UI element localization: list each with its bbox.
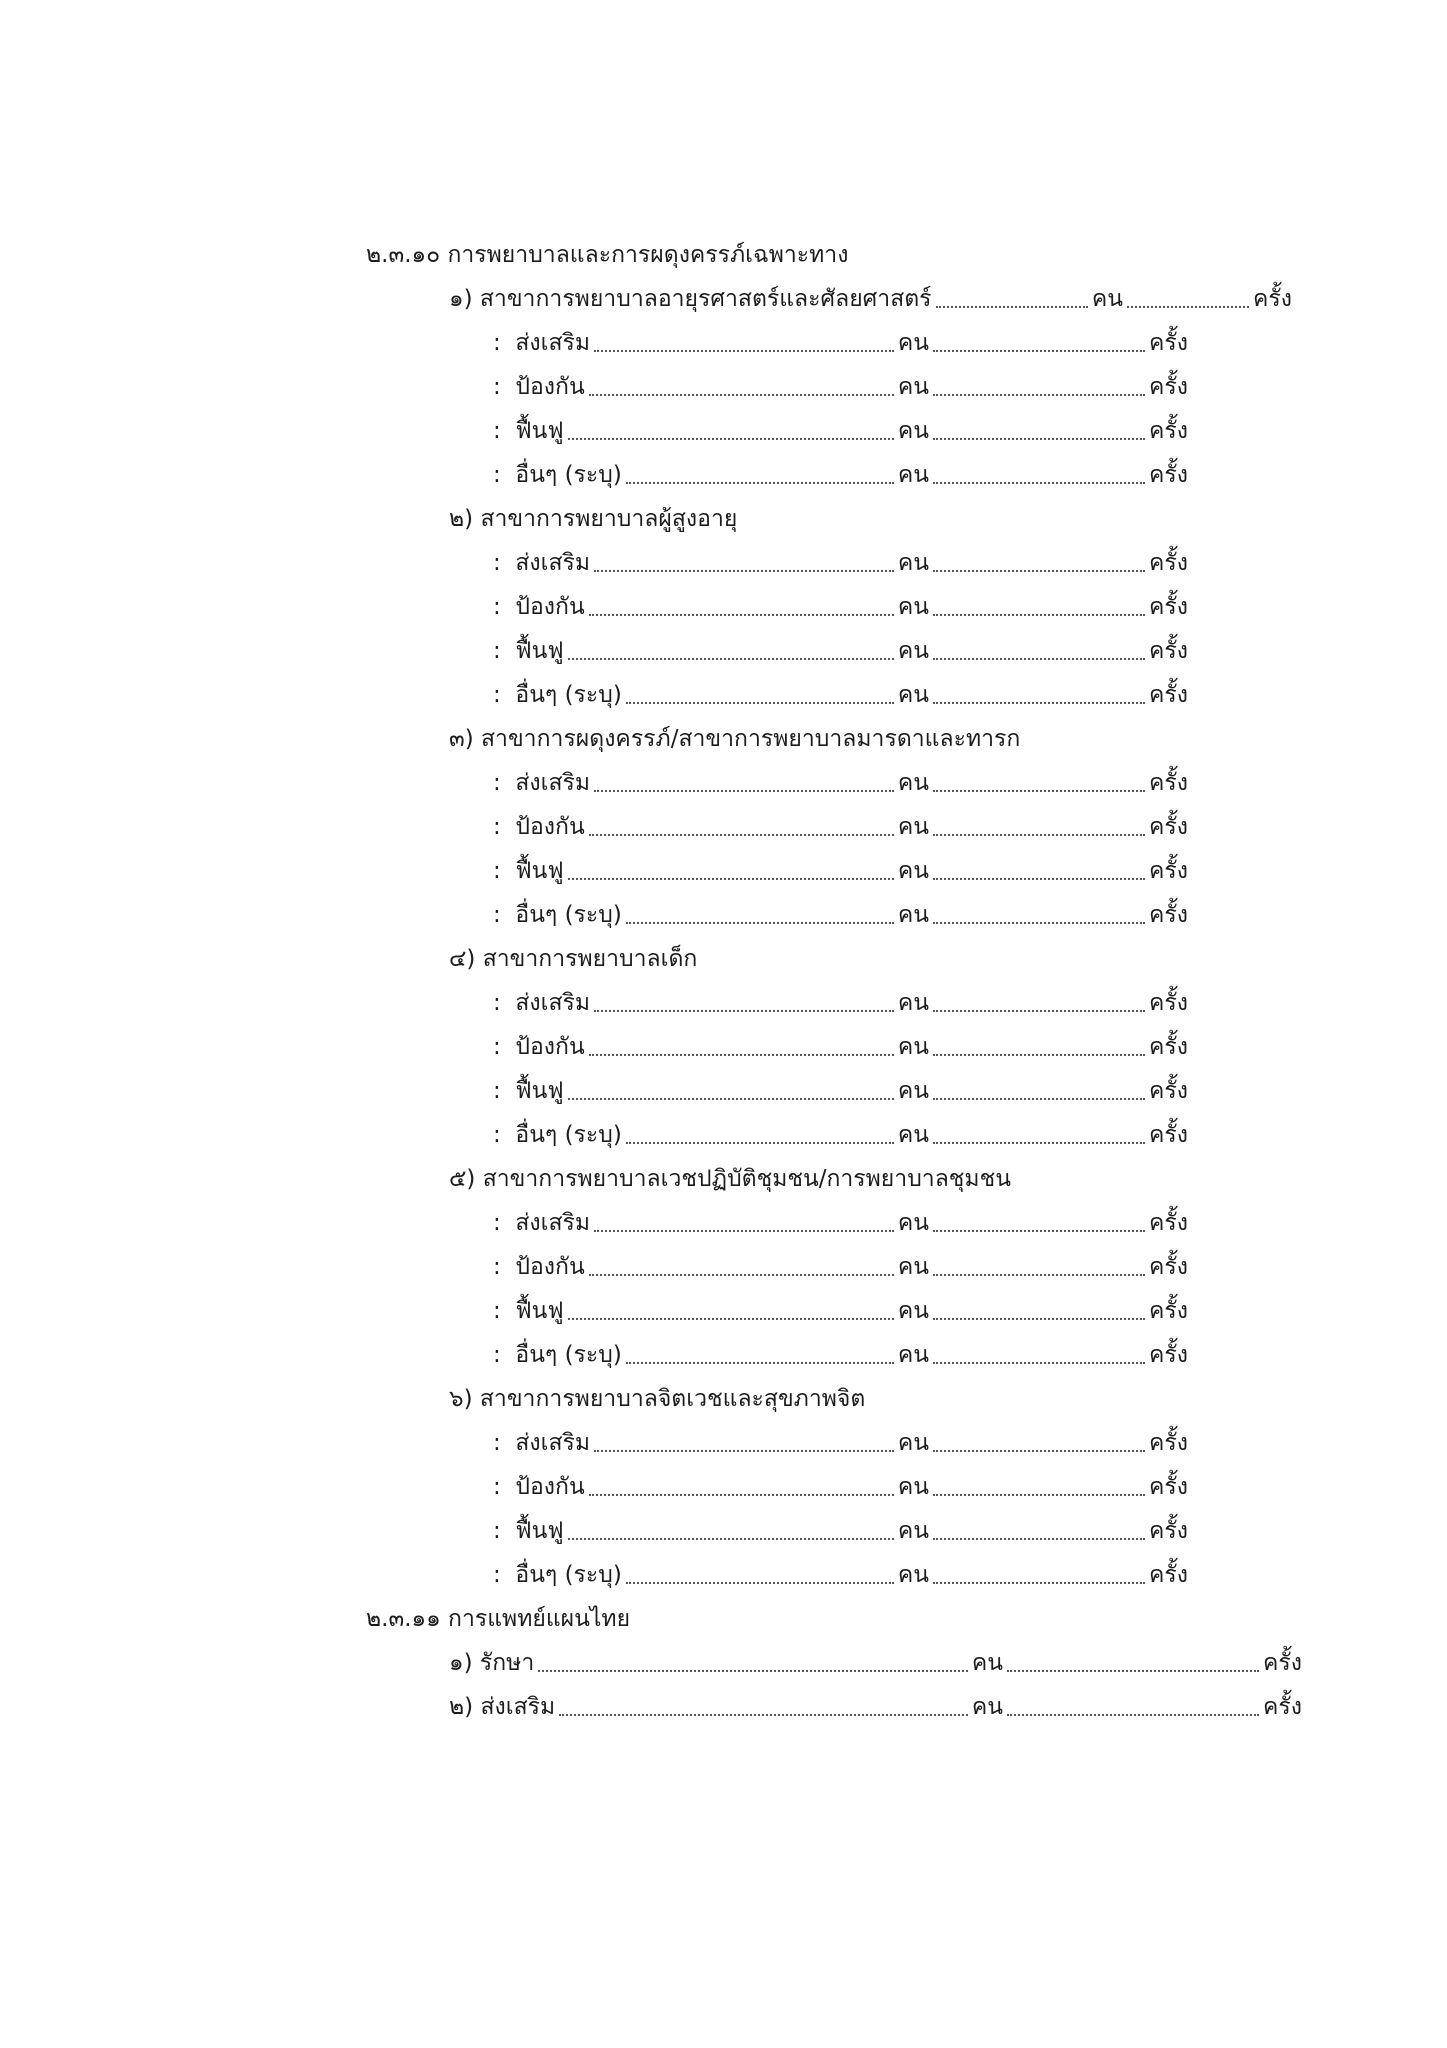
times-count-field[interactable] bbox=[933, 540, 1145, 572]
colon: : bbox=[493, 1034, 501, 1060]
times-count-field[interactable] bbox=[1007, 1640, 1259, 1672]
colon: : bbox=[493, 1298, 501, 1324]
colon: : bbox=[493, 1078, 501, 1104]
entry-label: อื่นๆ (ระบุ) bbox=[515, 462, 622, 488]
unit-times: ครั้ง bbox=[1149, 990, 1188, 1016]
person-count-field[interactable] bbox=[568, 1068, 894, 1100]
times-count-field[interactable] bbox=[933, 584, 1145, 616]
person-count-field[interactable] bbox=[559, 1684, 968, 1716]
entry-label: ๑) รักษา bbox=[449, 1650, 535, 1676]
times-count-field[interactable] bbox=[933, 364, 1145, 396]
unit-times: ครั้ง bbox=[1149, 1034, 1188, 1060]
colon: : bbox=[493, 594, 501, 620]
unit-times: ครั้ง bbox=[1149, 1518, 1188, 1544]
section-heading bbox=[366, 230, 848, 270]
unit-person: คน bbox=[897, 1518, 930, 1544]
entry-row bbox=[493, 318, 1188, 358]
person-count-field[interactable] bbox=[626, 1112, 894, 1144]
times-count-field[interactable] bbox=[933, 892, 1145, 924]
unit-times: ครั้ง bbox=[1149, 1210, 1188, 1236]
colon: : bbox=[493, 770, 501, 796]
entry-label: ส่งเสริม bbox=[515, 1210, 591, 1236]
unit-times: ครั้ง bbox=[1149, 418, 1188, 444]
person-count-field[interactable] bbox=[626, 1332, 894, 1364]
entry-label: ฟื้นฟู bbox=[515, 1298, 564, 1324]
entry-row bbox=[493, 1022, 1188, 1062]
person-count-field[interactable] bbox=[568, 628, 894, 660]
colon: : bbox=[493, 638, 501, 664]
entry-row bbox=[493, 582, 1188, 622]
entry-row bbox=[493, 1198, 1188, 1238]
unit-times: ครั้ง bbox=[1149, 682, 1188, 708]
entry-row bbox=[493, 1418, 1188, 1458]
entry-label: ฟื้นฟู bbox=[515, 858, 564, 884]
times-count-field[interactable] bbox=[933, 1200, 1145, 1232]
entry-row bbox=[493, 362, 1188, 402]
entry-row bbox=[493, 1286, 1188, 1326]
entry-row bbox=[493, 1330, 1188, 1370]
group-title-row bbox=[449, 714, 1020, 754]
unit-person: คน bbox=[1091, 286, 1124, 312]
section-heading-text: ๒.๓.๑๐ การพยาบาลและการผดุงครรภ์เฉพาะทาง bbox=[366, 242, 849, 268]
section-heading-text: ๒.๓.๑๑ การแพทย์แผนไทย bbox=[366, 1606, 631, 1632]
unit-person: คน bbox=[897, 1254, 930, 1280]
entry-label: ฟื้นฟู bbox=[515, 418, 564, 444]
unit-person: คน bbox=[897, 594, 930, 620]
unit-person: คน bbox=[897, 1562, 930, 1588]
entry-label: ส่งเสริม bbox=[515, 1430, 591, 1456]
times-count-field[interactable] bbox=[933, 1552, 1145, 1584]
entry-label: อื่นๆ (ระบุ) bbox=[515, 902, 622, 928]
entry-row bbox=[493, 890, 1188, 930]
unit-times: ครั้ง bbox=[1149, 858, 1188, 884]
unit-person: คน bbox=[897, 990, 930, 1016]
unit-times: ครั้ง bbox=[1253, 286, 1292, 312]
colon: : bbox=[493, 374, 501, 400]
unit-times: ครั้ง bbox=[1149, 1078, 1188, 1104]
entry-label: ส่งเสริม bbox=[515, 550, 591, 576]
entry-label: ส่งเสริม bbox=[515, 770, 591, 796]
unit-times: ครั้ง bbox=[1149, 594, 1188, 620]
group-title-row bbox=[449, 934, 697, 974]
entry-row bbox=[493, 1066, 1188, 1106]
unit-person: คน bbox=[897, 1474, 930, 1500]
unit-times: ครั้ง bbox=[1149, 814, 1188, 840]
unit-person: คน bbox=[897, 858, 930, 884]
unit-person: คน bbox=[971, 1650, 1004, 1676]
person-count-field[interactable] bbox=[568, 408, 894, 440]
entry-row bbox=[449, 1638, 1302, 1678]
entry-row bbox=[493, 450, 1188, 490]
times-count-field[interactable] bbox=[933, 1288, 1145, 1320]
times-count-field[interactable] bbox=[933, 1464, 1145, 1496]
unit-person: คน bbox=[897, 1078, 930, 1104]
colon: : bbox=[493, 330, 501, 356]
group-title: ๓) สาขาการผดุงครรภ์/สาขาการพยาบาลมารดาและทารก bbox=[449, 726, 1021, 752]
unit-person: คน bbox=[897, 902, 930, 928]
person-count-field[interactable] bbox=[594, 320, 894, 352]
unit-times: ครั้ง bbox=[1149, 1342, 1188, 1368]
times-count-field[interactable] bbox=[933, 1508, 1145, 1540]
person-count-field[interactable] bbox=[594, 540, 894, 572]
group-title: ๕) สาขาการพยาบาลเวชปฏิบัติชุมชน/การพยาบาลชุมชน bbox=[449, 1166, 1011, 1192]
unit-person: คน bbox=[897, 814, 930, 840]
entry-row bbox=[493, 846, 1188, 886]
unit-times: ครั้ง bbox=[1149, 374, 1188, 400]
person-count-field[interactable] bbox=[594, 1200, 894, 1232]
entry-label: ป้องกัน bbox=[515, 1034, 585, 1060]
group-title: ๔) สาขาการพยาบาลเด็ก bbox=[449, 946, 698, 972]
group-title-row bbox=[449, 274, 1292, 314]
colon: : bbox=[493, 990, 501, 1016]
colon: : bbox=[493, 418, 501, 444]
person-count-field[interactable] bbox=[568, 1508, 894, 1540]
colon: : bbox=[493, 1254, 501, 1280]
entry-row bbox=[493, 978, 1188, 1018]
entry-row bbox=[493, 538, 1188, 578]
entry-label: ป้องกัน bbox=[515, 814, 585, 840]
times-count-field[interactable] bbox=[933, 320, 1145, 352]
unit-person: คน bbox=[897, 1430, 930, 1456]
times-count-field[interactable] bbox=[933, 1244, 1145, 1276]
person-count-field[interactable] bbox=[568, 1288, 894, 1320]
colon: : bbox=[493, 1562, 501, 1588]
unit-times: ครั้ง bbox=[1149, 550, 1188, 576]
unit-times: ครั้ง bbox=[1263, 1694, 1302, 1720]
person-count-field[interactable] bbox=[538, 1640, 968, 1672]
unit-person: คน bbox=[897, 462, 930, 488]
unit-person: คน bbox=[971, 1694, 1004, 1720]
entry-label: ฟื้นฟู bbox=[515, 1078, 564, 1104]
unit-times: ครั้ง bbox=[1149, 462, 1188, 488]
person-count-field[interactable] bbox=[589, 1464, 894, 1496]
times-count-field[interactable] bbox=[933, 452, 1145, 484]
unit-times: ครั้ง bbox=[1149, 330, 1188, 356]
times-count-field[interactable] bbox=[933, 760, 1145, 792]
entry-label: อื่นๆ (ระบุ) bbox=[515, 1562, 622, 1588]
unit-person: คน bbox=[897, 1298, 930, 1324]
times-count-field[interactable] bbox=[933, 1420, 1145, 1452]
person-count-field[interactable] bbox=[589, 364, 894, 396]
section-heading bbox=[366, 1594, 630, 1634]
unit-person: คน bbox=[897, 1122, 930, 1148]
unit-times: ครั้ง bbox=[1149, 638, 1188, 664]
person-count-field[interactable] bbox=[568, 848, 894, 880]
group-title-row bbox=[449, 494, 737, 534]
entry-row bbox=[493, 406, 1188, 446]
times-count-field[interactable] bbox=[933, 628, 1145, 660]
person-count-field[interactable] bbox=[589, 1244, 894, 1276]
entry-label: ป้องกัน bbox=[515, 594, 585, 620]
entry-label: ป้องกัน bbox=[515, 1474, 585, 1500]
entry-row bbox=[493, 1506, 1188, 1546]
entry-row bbox=[493, 670, 1188, 710]
person-count-field[interactable] bbox=[594, 760, 894, 792]
entry-label: อื่นๆ (ระบุ) bbox=[515, 682, 622, 708]
unit-person: คน bbox=[897, 330, 930, 356]
colon: : bbox=[493, 1430, 501, 1456]
colon: : bbox=[493, 1474, 501, 1500]
colon: : bbox=[493, 682, 501, 708]
times-count-field[interactable] bbox=[933, 1112, 1145, 1144]
times-count-field[interactable] bbox=[933, 408, 1145, 440]
group-title: ๑) สาขาการพยาบาลอายุรศาสตร์และศัลยศาสตร์ bbox=[449, 286, 932, 312]
times-count-field[interactable] bbox=[1007, 1684, 1259, 1716]
unit-person: คน bbox=[897, 1342, 930, 1368]
unit-times: ครั้ง bbox=[1263, 1650, 1302, 1676]
times-count-field[interactable] bbox=[933, 1068, 1145, 1100]
person-count-field[interactable] bbox=[594, 1420, 894, 1452]
unit-times: ครั้ง bbox=[1149, 1562, 1188, 1588]
entry-label: ป้องกัน bbox=[515, 1254, 585, 1280]
colon: : bbox=[493, 1210, 501, 1236]
unit-times: ครั้ง bbox=[1149, 770, 1188, 796]
person-count-field[interactable] bbox=[589, 804, 894, 836]
person-count-field[interactable] bbox=[589, 1024, 894, 1056]
unit-person: คน bbox=[897, 1210, 930, 1236]
person-count-field[interactable] bbox=[626, 452, 894, 484]
unit-times: ครั้ง bbox=[1149, 1122, 1188, 1148]
entry-label: อื่นๆ (ระบุ) bbox=[515, 1122, 622, 1148]
unit-person: คน bbox=[897, 374, 930, 400]
colon: : bbox=[493, 550, 501, 576]
unit-times: ครั้ง bbox=[1149, 1430, 1188, 1456]
entry-row bbox=[493, 1550, 1188, 1590]
colon: : bbox=[493, 1122, 501, 1148]
group-title-row bbox=[449, 1154, 1011, 1194]
group-title: ๖) สาขาการพยาบาลจิตเวชและสุขภาพจิต bbox=[449, 1386, 866, 1412]
entry-row bbox=[493, 758, 1188, 798]
unit-person: คน bbox=[897, 550, 930, 576]
unit-person: คน bbox=[897, 418, 930, 444]
colon: : bbox=[493, 858, 501, 884]
times-count-field[interactable] bbox=[933, 804, 1145, 836]
entry-label: ฟื้นฟู bbox=[515, 1518, 564, 1544]
times-count-field[interactable] bbox=[933, 1332, 1145, 1364]
unit-person: คน bbox=[897, 682, 930, 708]
entry-row bbox=[493, 802, 1188, 842]
colon: : bbox=[493, 902, 501, 928]
entry-label: ส่งเสริม bbox=[515, 330, 591, 356]
group-title-row bbox=[449, 1374, 865, 1414]
entry-row bbox=[493, 1110, 1188, 1150]
unit-person: คน bbox=[897, 770, 930, 796]
entry-label: อื่นๆ (ระบุ) bbox=[515, 1342, 622, 1368]
entry-row bbox=[493, 626, 1188, 666]
entry-label: ฟื้นฟู bbox=[515, 638, 564, 664]
times-count-field[interactable] bbox=[933, 848, 1145, 880]
entry-label: ส่งเสริม bbox=[515, 990, 591, 1016]
unit-times: ครั้ง bbox=[1149, 902, 1188, 928]
entry-label: ป้องกัน bbox=[515, 374, 585, 400]
person-count-field[interactable] bbox=[626, 1552, 894, 1584]
colon: : bbox=[493, 814, 501, 840]
times-count-field[interactable] bbox=[933, 672, 1145, 704]
colon: : bbox=[493, 462, 501, 488]
person-count-field[interactable] bbox=[626, 672, 894, 704]
person-count-field[interactable] bbox=[936, 276, 1088, 308]
unit-times: ครั้ง bbox=[1149, 1474, 1188, 1500]
times-count-field[interactable] bbox=[1127, 276, 1249, 308]
person-count-field[interactable] bbox=[626, 892, 894, 924]
times-count-field[interactable] bbox=[933, 1024, 1145, 1056]
person-count-field[interactable] bbox=[589, 584, 894, 616]
entry-row bbox=[449, 1682, 1302, 1722]
group-title: ๒) สาขาการพยาบาลผู้สูงอายุ bbox=[449, 506, 738, 532]
person-count-field[interactable] bbox=[594, 980, 894, 1012]
entry-label: ๒) ส่งเสริม bbox=[449, 1694, 556, 1720]
unit-person: คน bbox=[897, 638, 930, 664]
colon: : bbox=[493, 1518, 501, 1544]
entry-row bbox=[493, 1242, 1188, 1282]
colon: : bbox=[493, 1342, 501, 1368]
entry-row bbox=[493, 1462, 1188, 1502]
unit-times: ครั้ง bbox=[1149, 1298, 1188, 1324]
times-count-field[interactable] bbox=[933, 980, 1145, 1012]
unit-person: คน bbox=[897, 1034, 930, 1060]
unit-times: ครั้ง bbox=[1149, 1254, 1188, 1280]
